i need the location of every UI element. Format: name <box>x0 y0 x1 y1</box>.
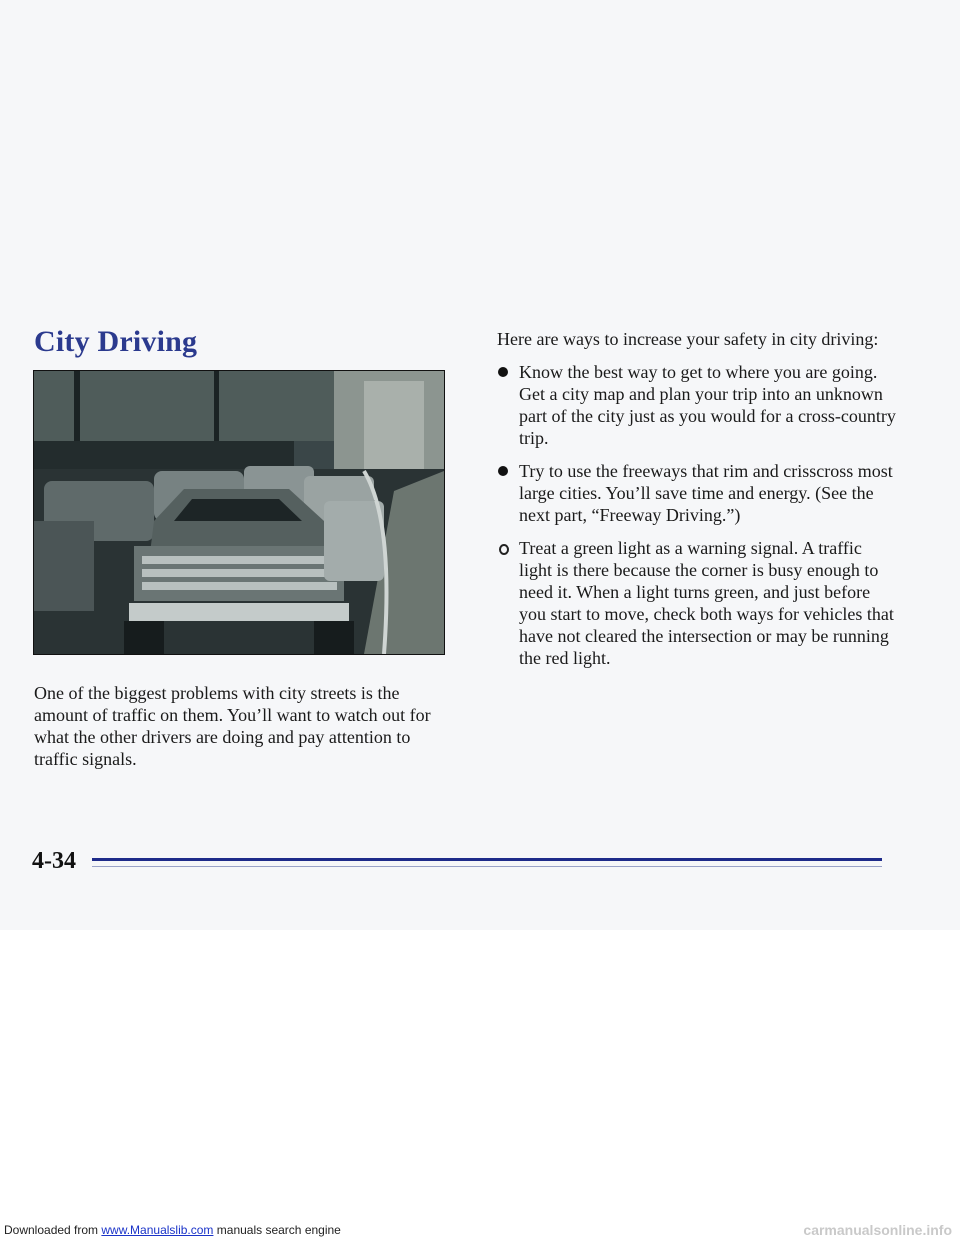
footer-rule <box>92 858 882 861</box>
bullet-icon <box>498 367 508 377</box>
page-title: City Driving <box>34 325 198 358</box>
traffic-photo <box>33 370 445 655</box>
bullet-icon <box>499 544 509 555</box>
page-number: 4-34 <box>32 848 76 874</box>
list-item <box>497 361 897 449</box>
list-item-text: Treat a green light as a warning signal. A traffic light is there because the corner is busy enough to need it. When a light turns green, and just before you start to move, check both ways for vehicles that have not cleared the intersection or may be running the red light. <box>519 538 894 668</box>
traffic-illustration <box>34 371 444 654</box>
footer-suffix: manuals search engine <box>213 1223 341 1237</box>
watermark-text: carmanualsonline.info <box>803 1222 952 1238</box>
list-item <box>497 460 897 526</box>
footer-prefix: Downloaded from <box>4 1223 102 1237</box>
footer-rule-thin <box>92 866 882 867</box>
intro-paragraph-left: One of the biggest problems with city streets is the amount of traffic on them. You’ll want to watch out for what the other drivers are doing and pay attention to traffic signals. <box>34 683 431 769</box>
manualslib-link[interactable]: www.Manualslib.com <box>101 1223 214 1237</box>
list-item <box>497 537 897 669</box>
download-footer <box>4 1223 341 1237</box>
list-item-text: Try to use the freeways that rim and crisscross most large cities. You’ll save time and energy. (See the next part, “Freeway Driving.”) <box>519 461 893 525</box>
tips-list <box>497 361 897 680</box>
list-item-text: Know the best way to get to where you are going. Get a city map and plan your trip into an unknown part of the city just as you would for a cross-country trip. <box>519 362 896 448</box>
bullet-icon <box>498 466 508 476</box>
tips-intro: Here are ways to increase your safety in city driving: <box>497 329 879 349</box>
